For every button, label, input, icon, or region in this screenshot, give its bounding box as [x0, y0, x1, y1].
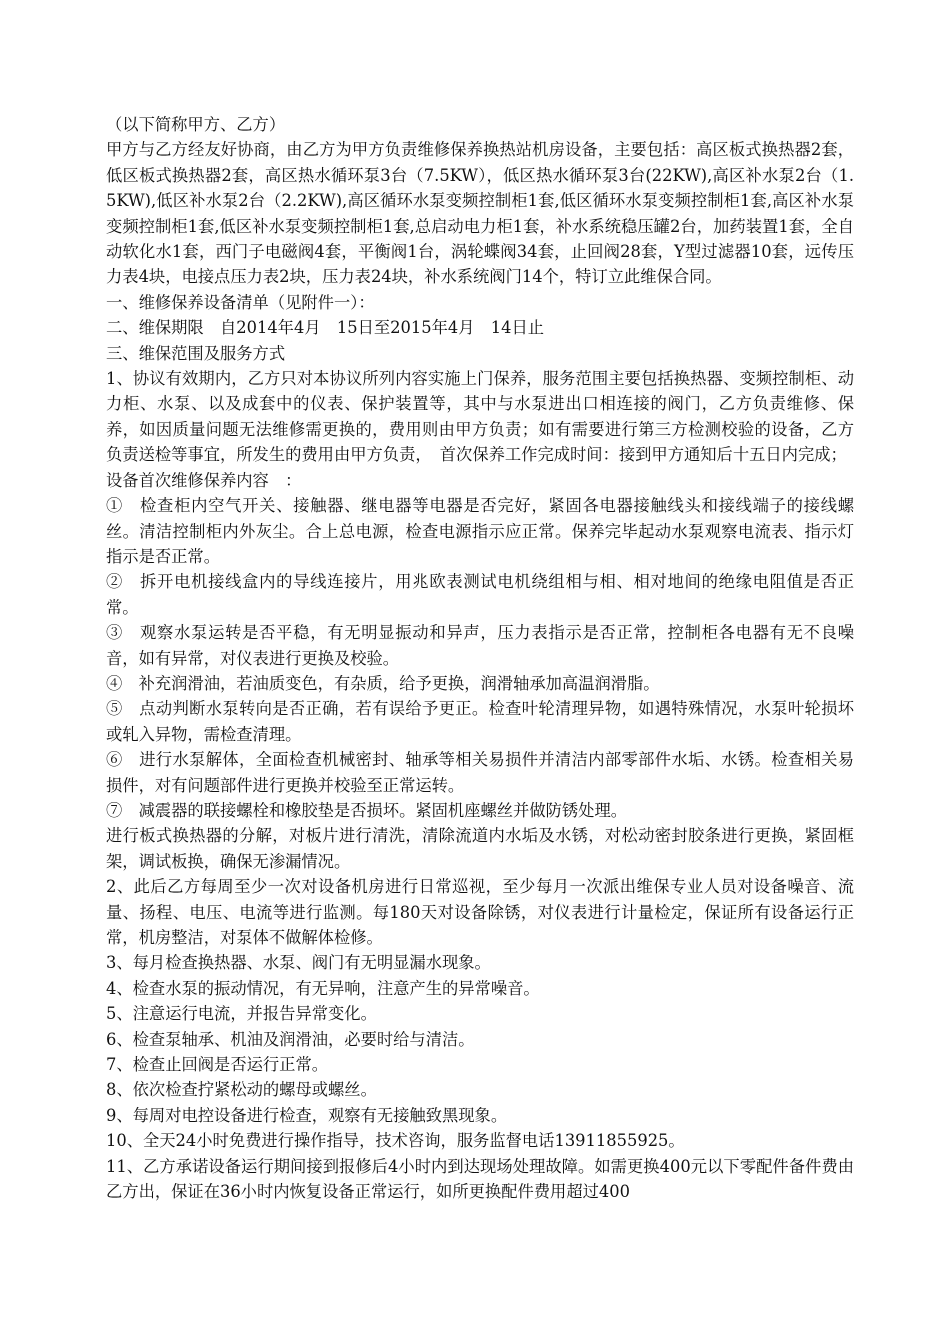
clause-6-bearing-check: 6、检查泵轴承、机油及润滑油，必要时给与清洁。: [106, 1029, 475, 1049]
step-5-rotation-check: ⑤ 点动判断水泵转向是否正确，若有误给予更正。检查叶轮清理异物，如遇特殊情况，水泵叶轮损坏或轧入异物，需检查清理。: [106, 699, 854, 744]
step-7-damper-check: ⑦ 减震器的联接螺栓和橡胶垫是否损坏。紧固机座螺丝并做防锈处理。: [106, 800, 628, 820]
section-1-equipment-list: 一、维修保养设备清单（见附件一）：: [106, 292, 375, 312]
clause-9-electrical-check: 9、每周对电控设备进行检查，观察有无接触致黑现象。: [106, 1105, 508, 1125]
step-2-motor-insulation: ② 拆开电机接线盒内的导线连接片，用兆欧表测试电机绕组相与相、相对地间的绝缘电阻值是否正常。: [106, 572, 854, 617]
step-6-pump-disassembly: ⑥ 进行水泵解体，全面检查机械密封、轴承等相关易损件并清洁内部零部件水垢、水锈。检查相关易损件，对有问题部件进行更换并校验至正常运转。: [106, 750, 854, 795]
document-page: [106, 112, 854, 1204]
clause-10-hotline: 10、全天24小时免费进行操作指导，技术咨询，服务监督电话13911855925。: [106, 1131, 685, 1151]
clause-2-routine-inspection: 2、此后乙方每周至少一次对设备机房进行日常巡视，至少每月一次派出维保专业人员对设备噪音、流量、扬程、电压、电流等进行监测。每180天对设备除锈，对仪表进行计量检定，保证所有设备运行正常，机房整洁，对泵体不做解体检修。: [106, 877, 854, 947]
step-1-cabinet-check: ① 检查柜内空气开关、接触器、继电器等电器是否完好，紧固各电器接触线头和接线端子的接线螺丝。清洁控制柜内外灰尘。合上总电源，检查电源指示应正常。保养完毕起动水泵观察电流表、指示灯指示是否正常。: [106, 496, 854, 566]
step-4-lubrication: ④ 补充润滑油，若油质变色，有杂质，给予更换，润滑轴承加高温润滑脂。: [106, 673, 660, 693]
paragraph-equipment-scope: 甲方与乙方经友好协商，由乙方为甲方负责维修保养换热站机房设备，主要包括：高区板式换热器2套，低区板式换热器2套，高区热水循环泵3台（7.5KW），低区热水循环泵3台(22KW),高区补水泵2台（1.5KW),低区补水泵2台（2.2KW),高区循环水泵变频控制柜1套,低区循环水泵变频控制柜1套,高区补水泵变频控制柜1套,低区补水泵变频控制柜1套,总启动电力柜1套，补水系统稳压罐2台，加药装置1套，全自动软化水1套，西门子电磁阀4套，平衡阀1台，涡轮蝶阀34套，止回阀28套，Y型过滤器10套，远传压力表4块，电接点压力表2块，压力表24块，补水系统阀门14个，特订立此维保合同。: [106, 140, 854, 287]
paragraph-parties-abbrev: （以下简称甲方、乙方）: [106, 115, 286, 134]
clause-3-leak-check: 3、每月检查换热器、水泵、阀门有无明显漏水现象。: [106, 953, 491, 973]
clause-1-service-scope: 1、协议有效期内，乙方只对本协议所列内容实施上门保养，服务范围主要包括换热器、变频控制柜、动力柜、水泵、以及成套中的仪表、保护装置等，其中与水泵进出口相连接的阀门，乙方负责维修、保养，如因质量问题无法维修需更换的，费用则由甲方负责；如有需要进行第三方检测校验的设备，乙方负责送检等事宜，所发生的费用由甲方负责， 首次保养工作完成时间：接到甲方通知后十五日内完成；: [106, 369, 854, 465]
heat-exchanger-cleaning: 进行板式换热器的分解，对板片进行清洗，清除流道内水垢及水锈，对松动密封胶条进行更换，紧固框架，调试板换，确保无渗漏情况。: [106, 826, 854, 871]
step-3-pump-observation: ③ 观察水泵运转是否平稳，有无明显振动和异声，压力表指示是否正常，控制柜各电器有无不良噪音，如有异常，对仪表进行更换及校验。: [106, 623, 854, 668]
clause-4-vibration-check: 4、检查水泵的振动情况，有无异响，注意产生的异常噪音。: [106, 978, 540, 998]
section-3-scope-heading: 三、维保范围及服务方式: [106, 343, 286, 363]
clause-7-check-valve: 7、检查止回阀是否运行正常。: [106, 1055, 329, 1075]
clause-5-current-check: 5、注意运行电流，并报告异常变化。: [106, 1004, 377, 1024]
first-maintenance-heading: 设备首次维修保养内容 ：: [106, 470, 302, 490]
clause-8-bolt-tightening: 8、依次检查拧紧松动的螺母或螺丝。: [106, 1080, 377, 1100]
section-2-maintenance-period: 二、维保期限 自2014年4月 15日至2015年4月 14日止: [106, 318, 545, 338]
clause-11-response-commitment: 11、乙方承诺设备运行期间接到报修后4小时内到达现场处理故障。如需更换400元以下零配件备件费由乙方出，保证在36小时内恢复设备正常运行，如所更换配件费用超过400: [106, 1156, 854, 1202]
